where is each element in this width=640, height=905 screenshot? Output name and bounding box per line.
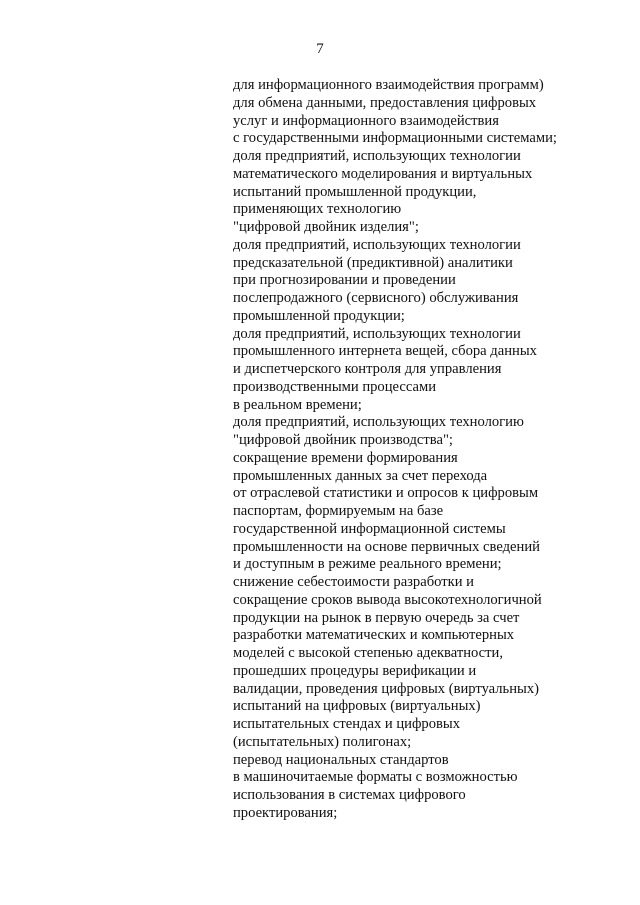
text-line: и доступным в режиме реального времени;	[233, 556, 502, 573]
text-line: производственными процессами	[233, 378, 437, 395]
text-line: применяющих технологию	[233, 201, 402, 218]
text-line: прошедших процедуры верификации и	[233, 662, 477, 679]
text-line: промышленной продукции;	[233, 307, 405, 324]
text-line: предсказательной (предиктивной) аналитики	[233, 254, 513, 271]
text-line: для обмена данными, предоставления цифровых	[233, 94, 537, 111]
text-line: доля предприятий, использующих технологию	[233, 414, 524, 431]
body-text	[233, 77, 563, 823]
text-line: доля предприятий, использующих технологии	[233, 325, 521, 342]
text-line: и диспетчерского контроля для управления	[233, 361, 502, 377]
text-line: промышленности на основе первичных сведений	[233, 538, 540, 555]
text-line: математического моделирования и виртуальных	[233, 165, 533, 182]
text-line: сокращение сроков вывода высокотехнологичной	[233, 591, 542, 608]
text-line: доля предприятий, использующих технологии	[233, 148, 521, 164]
text-line: услуг и информационного взаимодействия	[233, 112, 499, 129]
text-line: для информационного взаимодействия программ)	[233, 77, 544, 93]
text-line: от отраслевой статистики и опросов к цифровым	[233, 485, 539, 502]
text-line: при прогнозировании и проведении	[233, 272, 456, 289]
text-line: снижение себестоимости разработки и	[233, 574, 474, 590]
text-line: с государственными информационными системами;	[233, 130, 557, 147]
text-line: "цифровой двойник производства";	[233, 432, 453, 448]
text-line: сокращение времени формирования	[233, 449, 458, 466]
text-line: послепродажного (сервисного) обслуживания	[233, 290, 519, 306]
text-line: разработки математических и компьютерных	[233, 627, 515, 644]
text-line: паспортам, формируемым на базе	[233, 503, 444, 519]
text-line: в реальном времени;	[233, 396, 362, 413]
text-line: продукции на рынок в первую очередь за счет	[233, 609, 520, 626]
text-line: в машиночитаемые форматы с возможностью	[233, 769, 518, 786]
text-line: моделей с высокой степенью адекватности,	[233, 645, 503, 661]
page-number: 7	[316, 41, 324, 57]
text-line: "цифровой двойник изделия";	[233, 219, 419, 235]
text-line: промышленных данных за счет перехода	[233, 467, 488, 484]
text-line: промышленного интернета вещей, сбора данных	[233, 343, 537, 360]
text-line: доля предприятий, использующих технологии	[233, 236, 521, 253]
text-line: использования в системах цифрового	[233, 787, 466, 803]
text-line: испытательных стендах и цифровых	[233, 716, 461, 732]
text-line: испытаний на цифровых (виртуальных)	[233, 698, 481, 715]
text-line: перевод национальных стандартов	[233, 751, 449, 768]
text-line: испытаний промышленной продукции,	[233, 183, 477, 200]
text-line: валидации, проведения цифровых (виртуальных)	[233, 680, 539, 697]
text-line: государственной информационной системы	[233, 520, 506, 537]
text-line: (испытательных) полигонах;	[233, 733, 412, 750]
text-line: проектирования;	[233, 804, 338, 821]
